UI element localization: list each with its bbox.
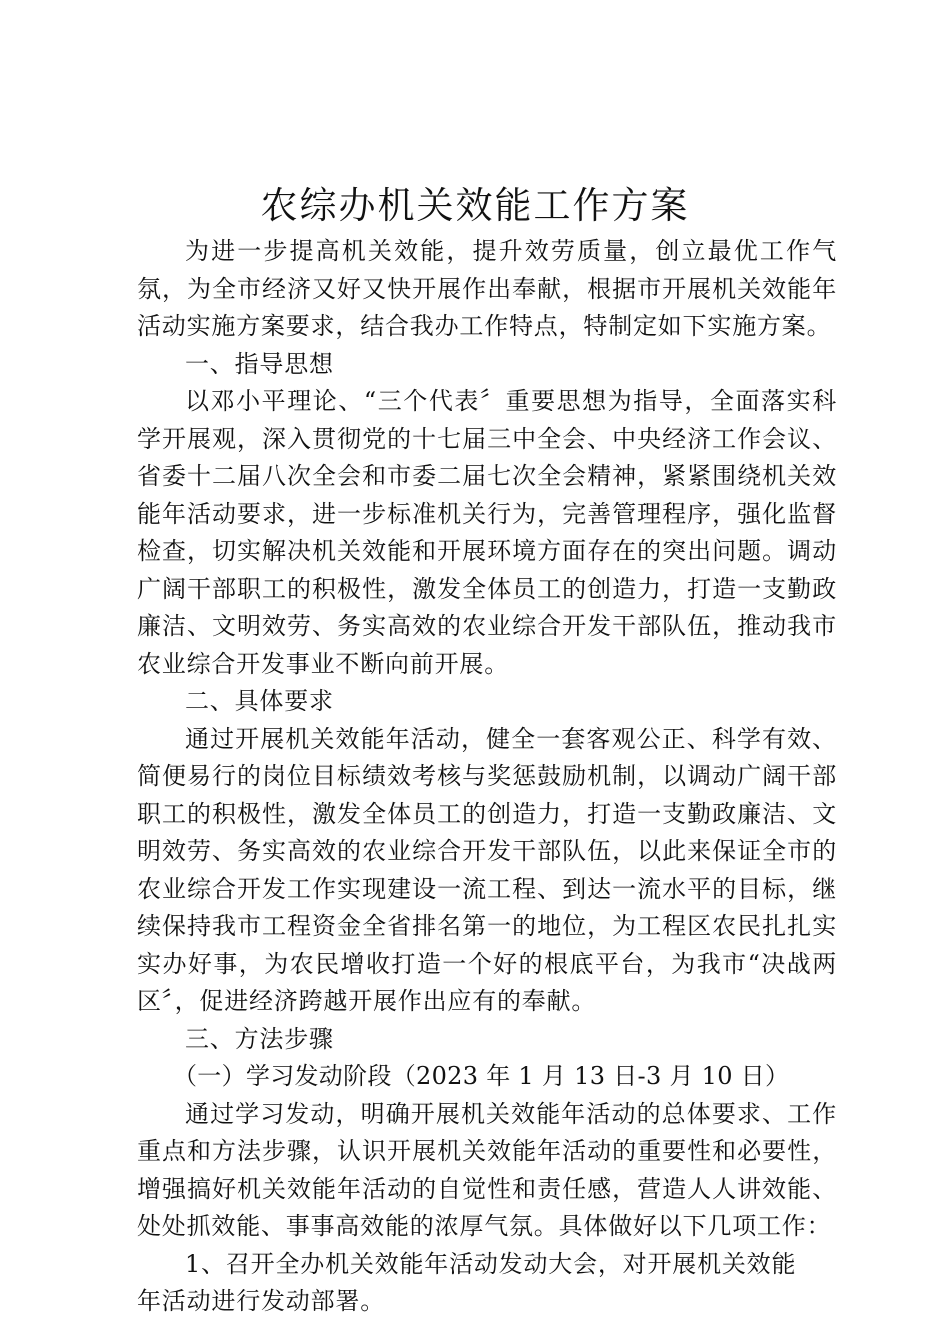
guiding-ideology-paragraph: 以邓小平理论、“三个代表〞重要思想为指导，全面落实科学开展观，深入贯彻党的十七届三中全会、中央经济工作会议、省委十二届八次全会和市委二届七次全会精神，紧紧围绕机关效能年活动要求，进一步标准机关行为，完善管理程序，强化监督检查，切实解决机关效能和开展环境方面存在的突出问题。调动广阔干部职工的积极性，激发全体员工的创造力，打造一支勤政廉洁、文明效劳、务实高效的农业综合开发干部队伍，推动我市农业综合开发事业不断向前开展。: [137, 387, 837, 678]
phase1-paragraph: 通过学习发动，明确开展机关效能年活动的总体要求、工作重点和方法步骤，认识开展机关效能年活动的重要性和必要性，增强搞好机关效能年活动的自觉性和责任感，营造人人讲效能、处处抓效能、事事高效能的浓厚气氛。具体做好以下几项工作：: [137, 1099, 837, 1240]
phase1-heading: （一）学习发动阶段（2023 年 1 月 13 日-3 月 10 日）: [173, 1062, 790, 1090]
section-heading-specific-requirements: 二、具体要求: [185, 687, 334, 715]
document-title: 农综办机关效能工作方案: [260, 184, 690, 227]
section-heading-guiding-ideology: 一、指导思想: [185, 349, 334, 378]
phase1-item-1: 1、召开全办机关效能年活动发动大会，对开展机关效能年活动进行发动部署。: [137, 1249, 797, 1315]
intro-paragraph: 为进一步提高机关效能，提升效劳质量，创立最优工作气氛，为全市经济又好又快开展作出奉献，根据市开展机关效能年活动实施方案要求，结合我办工作特点，特制定如下实施方案。: [137, 237, 837, 340]
section-heading-method-steps: 三、方法步骤: [185, 1024, 334, 1053]
document-body: [137, 233, 837, 1321]
specific-requirements-paragraph: 通过开展机关效能年活动，健全一套客观公正、科学有效、简便易行的岗位目标绩效考核与奖惩鼓励机制，以调动广阔干部职工的积极性，激发全体员工的创造力，打造一支勤政廉洁、文明效劳、务实高效的农业综合开发干部队伍，以此来保证全市的农业综合开发工作实现建设一流工程、到达一流水平的目标，继续保持我市工程资金全省排名第一的地位，为工程区农民扎扎实实办好事，为农民增收打造一个好的根底平台，为我市“决战两区〞，促进经济跨越开展作出应有的奉献。: [137, 724, 837, 1015]
